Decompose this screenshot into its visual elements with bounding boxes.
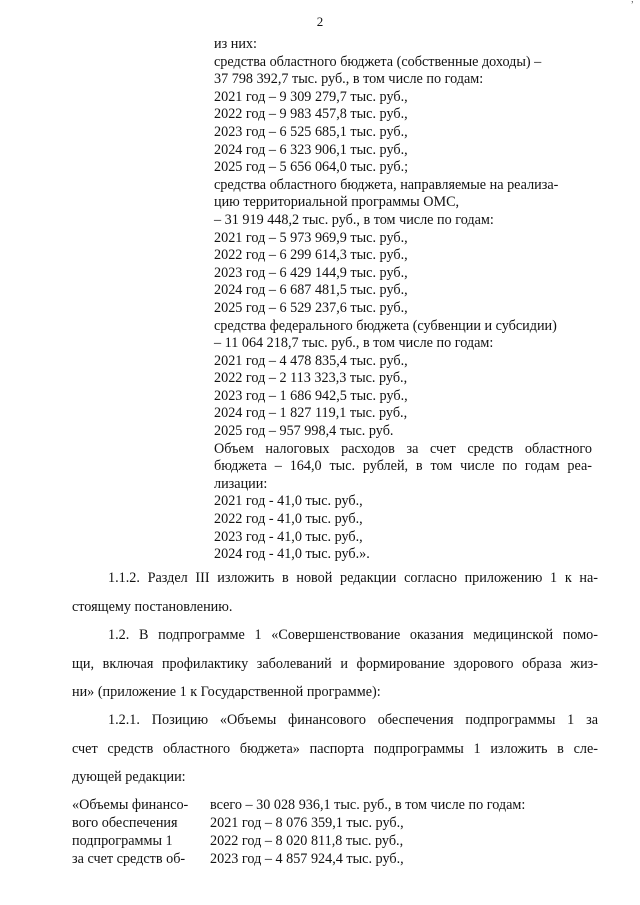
table-cell-value: 2022 год – 8 020 811,8 тыс. руб., (210, 833, 404, 849)
table-cell-value: всего – 30 028 936,1 тыс. руб., в том числе по годам: (210, 797, 526, 813)
funding-line: 2025 год – 957 998,4 тыс. руб. (214, 423, 394, 440)
funding-line: 2021 год – 9 309 279,7 тыс. руб., (214, 88, 408, 105)
funding-line: 2022 год - 41,0 тыс. руб., (214, 511, 363, 528)
paragraph-1-2-1 (72, 706, 598, 792)
funding-line: 2022 год – 6 299 614,3 тыс. руб., (214, 247, 408, 264)
paragraph-line: 1.2.1. Позицию «Объемы финансового обеспечения подпрограммы 1 за (108, 712, 598, 728)
paragraph-line: 1.1.2. Раздел III изложить в новой редакции согласно приложению 1 к на- (108, 570, 598, 586)
funding-block (214, 36, 592, 564)
funding-line: 2022 год – 9 983 457,8 тыс. руб., (214, 106, 408, 123)
funding-line: бюджета – 164,0 тыс. рублей, в том числе по годам реа- (214, 458, 592, 475)
page-number: 2 (316, 14, 324, 29)
funding-line: 2024 год – 1 827 119,1 тыс. руб., (214, 405, 408, 422)
funding-line: 2021 год – 5 973 969,9 тыс. руб., (214, 229, 408, 246)
funding-line: 2023 год – 1 686 942,5 тыс. руб., (214, 387, 408, 404)
paragraph-line: ни» (приложение 1 к Государственной программе): (72, 684, 381, 700)
funding-line: из них: (214, 36, 257, 52)
funding-line: 2023 год - 41,0 тыс. руб., (214, 528, 363, 545)
table-cell-value: 2021 год – 8 076 359,1 тыс. руб., (210, 815, 404, 831)
funding-line: 2024 год – 6 323 906,1 тыс. руб., (214, 141, 408, 158)
paragraph-line: счет средств областного бюджета» паспорта подпрограммы 1 изложить в сле- (72, 740, 598, 757)
table-row (72, 850, 602, 868)
funding-line: цию территориальной программы ОМС, (214, 194, 460, 211)
funding-line: 2021 год – 4 478 835,4 тыс. руб., (214, 352, 408, 369)
funding-line: – 11 064 218,7 тыс. руб., в том числе по годам: (214, 335, 494, 352)
funding-line: средства федерального бюджета (субвенции и субсидии) (214, 317, 557, 334)
table-cell-label: за счет средств об- (72, 851, 186, 867)
funding-line: – 31 919 448,2 тыс. руб., в том числе по годам: (214, 211, 494, 228)
funding-line: 2022 год – 2 113 323,3 тыс. руб., (214, 370, 408, 387)
funding-line: 2023 год – 6 429 144,9 тыс. руб., (214, 264, 408, 281)
funding-line: 37 798 392,7 тыс. руб., в том числе по годам: (214, 71, 484, 88)
paragraph-1-1-2 (72, 564, 598, 621)
funding-line: Объем налоговых расходов за счет средств областного (214, 440, 592, 457)
table-cell-value: 2023 год – 4 857 924,4 тыс. руб., (210, 851, 404, 867)
funding-line: 2025 год – 6 529 237,6 тыс. руб., (214, 299, 408, 316)
funding-line: средства областного бюджета, направляемые на реализа- (214, 176, 559, 193)
funding-line: 2021 год - 41,0 тыс. руб., (214, 493, 363, 510)
funding-line: средства областного бюджета (собственные доходы) – (214, 53, 542, 70)
funding-line: лизации: (214, 475, 268, 492)
table-cell-label: вого обеспечения (72, 815, 178, 831)
table-row (72, 832, 602, 850)
funding-line: 2025 год – 5 656 064,0 тыс. руб.; (214, 159, 409, 176)
table-row (72, 814, 602, 832)
paragraph-line: стоящему постановлению. (72, 598, 233, 615)
paragraph-line: дующей редакции: (72, 769, 186, 785)
corner-mark: ’ (630, 0, 634, 11)
funding-line: 2024 год - 41,0 тыс. руб.». (214, 546, 370, 563)
paragraph-line: щи, включая профилактику заболеваний и формирование здорового образа жиз- (72, 655, 598, 672)
table-cell-label: «Объемы финансо- (72, 797, 189, 813)
paragraph-1-2 (72, 621, 598, 707)
paragraph-line: 1.2. В подпрограмме 1 «Совершенствование оказания медицинской помо- (108, 627, 598, 643)
funding-line: 2024 год – 6 687 481,5 тыс. руб., (214, 282, 408, 299)
table-cell-label: подпрограммы 1 (72, 833, 173, 849)
passport-table (72, 796, 602, 868)
funding-line: 2023 год – 6 525 685,1 тыс. руб., (214, 123, 408, 140)
table-row (72, 796, 602, 814)
